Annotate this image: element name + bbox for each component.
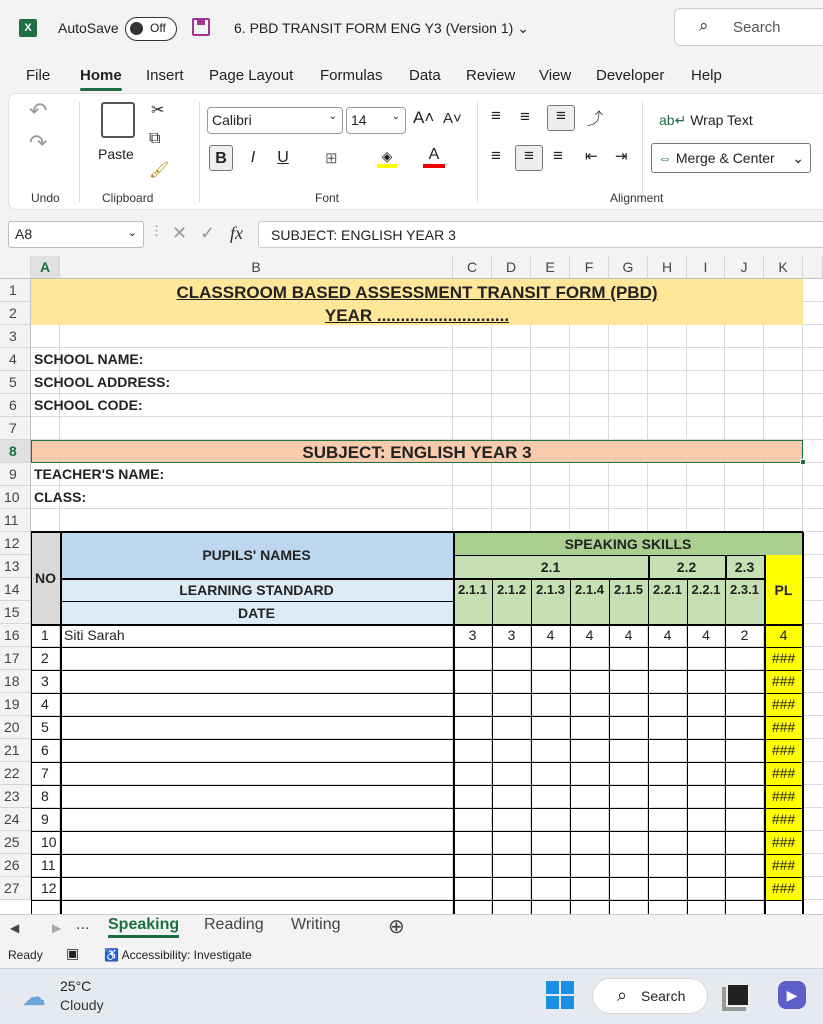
font-size-select[interactable]: 14 ⌄ <box>346 107 406 134</box>
row-header[interactable]: 24 <box>0 808 31 831</box>
row-header[interactable]: 14 <box>0 578 31 601</box>
ribbon <box>8 93 823 210</box>
tab-developer[interactable]: Developer <box>596 67 665 84</box>
pupil-name[interactable] <box>60 716 453 739</box>
font-name-select[interactable]: Calibri ⌄ <box>207 107 343 134</box>
italic-button[interactable]: I <box>250 149 256 166</box>
borders-icon[interactable]: ⊞ <box>325 150 338 167</box>
pupil-name[interactable] <box>60 693 453 716</box>
search-icon: ⌕ <box>699 16 709 35</box>
weather-temp: 25°C <box>60 978 92 994</box>
row-header[interactable]: 8 <box>0 440 31 463</box>
autosave-label: AutoSave <box>58 20 119 36</box>
sheet-tabs <box>0 914 823 942</box>
font-group-label: Font <box>315 191 340 205</box>
row-header[interactable]: 3 <box>0 325 31 348</box>
date-cell[interactable] <box>570 601 609 624</box>
decrease-font-icon[interactable]: A˅ <box>443 110 462 127</box>
more-sheets-button[interactable]: ... <box>76 916 90 933</box>
undo-icon[interactable]: ↶ <box>29 98 48 123</box>
column-header[interactable]: I <box>687 256 725 279</box>
pl-cell[interactable]: ### <box>764 808 803 831</box>
search-input[interactable] <box>674 8 823 46</box>
pl-cell[interactable]: ### <box>764 693 803 716</box>
merge-icon: ⇔ <box>658 150 672 166</box>
search-icon: ⌕ <box>617 985 628 1005</box>
learning-standard-code[interactable]: 2.1.1 <box>453 578 492 601</box>
learning-standard-code[interactable]: 2.1.2 <box>492 578 531 601</box>
score-cell[interactable]: 2 <box>740 627 749 643</box>
row-number[interactable]: 3 <box>41 673 49 689</box>
column-header[interactable]: F <box>570 256 609 279</box>
pupil-name[interactable] <box>60 739 453 762</box>
column-header[interactable]: K <box>764 256 803 279</box>
row-number[interactable]: 6 <box>41 742 49 758</box>
row-header[interactable]: 10 <box>0 486 31 509</box>
learning-standard-code[interactable]: 2.1.4 <box>570 578 609 601</box>
tab-scroll-left-icon[interactable]: ◀ <box>10 921 20 935</box>
macro-icon[interactable]: ▣ <box>66 945 80 961</box>
pl-cell[interactable]: ### <box>764 854 803 877</box>
paste-icon[interactable] <box>101 102 135 138</box>
pupil-name[interactable] <box>60 785 453 808</box>
row-header[interactable]: 26 <box>0 854 31 877</box>
taskbar <box>0 968 823 1024</box>
more-icon: ⋮ <box>150 223 163 238</box>
row-number[interactable]: 4 <box>41 696 49 712</box>
group-header-2-2[interactable]: 2.2 <box>648 555 725 578</box>
pl-cell[interactable]: ### <box>764 739 803 762</box>
row-header[interactable]: 23 <box>0 785 31 808</box>
alignment-group-label: Alignment <box>610 191 664 205</box>
tab-page-layout[interactable]: Page Layout <box>209 67 294 84</box>
chevron-down-icon: ⌄ <box>517 20 529 36</box>
form-title[interactable]: CLASSROOM BASED ASSESSMENT TRANSIT FORM (PBD) <box>176 283 658 302</box>
tab-insert[interactable]: Insert <box>146 67 184 84</box>
learning-standard-code[interactable]: 2.2.1 <box>687 578 725 601</box>
date-cell[interactable] <box>492 601 531 624</box>
subject-title[interactable]: SUBJECT: ENGLISH YEAR 3 <box>31 440 803 463</box>
selection-handle[interactable] <box>800 459 806 465</box>
font-color-icon[interactable]: A <box>423 146 445 168</box>
pl-cell[interactable]: ### <box>764 831 803 854</box>
column-header-filler <box>803 256 823 279</box>
row-header[interactable]: 20 <box>0 716 31 739</box>
column-header[interactable]: H <box>648 256 687 279</box>
chat-app-icon[interactable]: ▶ <box>778 981 806 1009</box>
row-number[interactable]: 7 <box>41 765 49 781</box>
row-header[interactable]: 5 <box>0 371 31 394</box>
row-header[interactable]: 25 <box>0 831 31 854</box>
date-header[interactable]: DATE <box>60 601 453 624</box>
score-cell[interactable]: 4 <box>624 627 633 643</box>
align-left-icon[interactable]: ≡ <box>491 146 501 165</box>
align-center-icon[interactable]: ≡ <box>515 145 543 171</box>
row-header[interactable]: 17 <box>0 647 31 670</box>
class-label[interactable]: CLASS: <box>34 489 87 505</box>
ribbon-tabs <box>0 58 823 92</box>
score-cell[interactable]: 4 <box>702 627 710 643</box>
bold-button[interactable]: B <box>209 145 233 171</box>
wrap-text-button[interactable]: ab↵ Wrap Text <box>659 112 753 128</box>
pl-cell[interactable]: ### <box>764 785 803 808</box>
column-header[interactable]: G <box>609 256 648 279</box>
row-number[interactable]: 10 <box>41 834 57 850</box>
school-name-label[interactable]: SCHOOL NAME: <box>34 351 144 367</box>
worksheet[interactable] <box>0 256 823 914</box>
row-header[interactable]: 22 <box>0 762 31 785</box>
pupil-name[interactable] <box>60 854 453 877</box>
row-header[interactable]: 2 <box>0 302 31 325</box>
pupils-names-header[interactable]: PUPILS' NAMES <box>60 532 453 578</box>
increase-indent-icon[interactable]: ⇥ <box>615 148 628 165</box>
enter-icon[interactable]: ✓ <box>200 223 216 243</box>
school-address-label[interactable]: SCHOOL ADDRESS: <box>34 374 171 390</box>
formula-input[interactable]: SUBJECT: ENGLISH YEAR 3 <box>258 221 823 248</box>
row-number[interactable]: 5 <box>41 719 49 735</box>
cancel-icon[interactable]: ✕ <box>172 223 188 243</box>
tab-file[interactable]: File <box>26 67 51 84</box>
pupil-name[interactable] <box>60 808 453 831</box>
cut-icon[interactable]: ✂ <box>151 102 165 119</box>
score-cell[interactable]: 4 <box>546 627 555 643</box>
autosave-state: Off <box>150 21 166 35</box>
date-cell[interactable] <box>648 601 687 624</box>
score-cell[interactable]: 4 <box>663 627 672 643</box>
title-bar <box>0 0 823 58</box>
row-header[interactable]: 18 <box>0 670 31 693</box>
pl-header[interactable]: PL <box>764 555 803 624</box>
sheet-tab-writing[interactable]: Writing <box>291 916 341 933</box>
pl-cell[interactable]: ### <box>764 877 803 900</box>
pupil-name[interactable] <box>60 877 453 900</box>
tab-formulas[interactable]: Formulas <box>320 67 383 84</box>
pl-cell[interactable]: ### <box>764 647 803 670</box>
row-number[interactable]: 2 <box>41 650 49 666</box>
pupil-name[interactable] <box>60 647 453 670</box>
row-number[interactable]: 9 <box>41 811 49 827</box>
date-cell[interactable] <box>453 601 492 624</box>
pupil-name[interactable]: Siti Sarah <box>64 627 125 643</box>
school-code-label[interactable]: SCHOOL CODE: <box>34 397 143 413</box>
learning-standard-code[interactable]: 2.1.5 <box>609 578 648 601</box>
date-cell[interactable] <box>531 601 570 624</box>
row-header[interactable]: 1 <box>0 279 31 302</box>
teacher-name-label[interactable]: TEACHER'S NAME: <box>34 466 165 482</box>
row-number[interactable]: 12 <box>41 880 57 896</box>
column-header[interactable]: C <box>453 256 492 279</box>
windows-start-icon[interactable] <box>546 981 574 1009</box>
name-box[interactable]: A8 ⌄ <box>8 221 144 248</box>
learning-standard-code[interactable]: 2.1.3 <box>531 578 570 601</box>
align-top-icon[interactable]: ≡ <box>491 106 501 125</box>
paste-label[interactable]: Paste <box>98 146 134 162</box>
score-cell[interactable]: 3 <box>507 627 516 643</box>
row-header[interactable]: 13 <box>0 555 31 578</box>
format-painter-icon[interactable]: 🖌 <box>149 162 170 179</box>
autosave-toggle[interactable] <box>125 17 177 41</box>
row-number[interactable]: 11 <box>41 857 56 873</box>
add-sheet-icon[interactable]: ⊕ <box>388 916 405 938</box>
row-number[interactable]: 1 <box>41 627 49 643</box>
sheet-tab-speaking[interactable]: Speaking <box>108 916 180 933</box>
date-cell[interactable] <box>687 601 725 624</box>
status-ready: Ready <box>8 948 43 962</box>
column-header[interactable]: A <box>31 256 60 279</box>
accessibility-button[interactable]: ♿ Accessibility: Investigate <box>104 948 252 962</box>
select-all-corner[interactable] <box>0 256 31 279</box>
row-header[interactable]: 9 <box>0 463 31 486</box>
pupil-name[interactable] <box>60 762 453 785</box>
formula-bar <box>0 215 823 255</box>
taskbar-search[interactable]: ⌕ Search <box>592 978 708 1014</box>
date-cell[interactable] <box>609 601 648 624</box>
document-title[interactable]: 6. PBD TRANSIT FORM ENG Y3 (Version 1) ⌄ <box>234 20 529 36</box>
row-header[interactable]: 12 <box>0 532 31 555</box>
learning-standard-code[interactable]: 2.2.1 <box>648 578 687 601</box>
accessibility-icon: ♿ <box>104 948 119 962</box>
column-header[interactable]: B <box>60 256 453 279</box>
row-header[interactable]: 7 <box>0 417 31 440</box>
orientation-icon[interactable]: ⤴ <box>587 111 604 128</box>
search-placeholder: Search <box>733 19 781 36</box>
pl-cell[interactable]: 4 <box>764 624 803 647</box>
status-bar <box>0 942 823 968</box>
column-header[interactable]: D <box>492 256 531 279</box>
fill-color-icon[interactable]: ◈ <box>377 148 397 168</box>
pl-cell[interactable]: ### <box>764 762 803 785</box>
excel-logo-icon: X <box>19 19 37 37</box>
weather-desc: Cloudy <box>60 997 104 1013</box>
learning-standard-code[interactable]: 2.3.1 <box>725 578 764 601</box>
copy-icon[interactable]: ⧉ <box>149 130 161 147</box>
tab-data[interactable]: Data <box>409 67 441 84</box>
group-header-2-3[interactable]: 2.3 <box>725 555 764 578</box>
merge-center-button[interactable]: ⇔ Merge & Center ⌄ <box>651 143 811 173</box>
align-right-icon[interactable]: ≡ <box>553 146 563 165</box>
cloud-icon: ☁ <box>22 984 46 1011</box>
score-cell[interactable]: 3 <box>468 627 477 643</box>
row-header[interactable]: 6 <box>0 394 31 417</box>
tab-scroll-right-icon[interactable]: ▶ <box>52 921 62 935</box>
pupil-name[interactable] <box>60 670 453 693</box>
redo-icon[interactable]: ↷ <box>29 130 48 155</box>
score-cell[interactable]: 4 <box>585 627 594 643</box>
column-header[interactable]: J <box>725 256 764 279</box>
no-header[interactable]: NO <box>31 532 60 624</box>
task-view-icon[interactable] <box>726 983 750 1007</box>
row-number[interactable]: 8 <box>41 788 49 804</box>
pupil-name[interactable] <box>60 831 453 854</box>
learning-standard-header[interactable]: LEARNING STANDARD <box>60 578 453 601</box>
row-header[interactable]: 27 <box>0 877 31 900</box>
increase-font-icon[interactable]: A˄ <box>413 108 435 127</box>
pl-cell[interactable]: ### <box>764 670 803 693</box>
sheet-tab-reading[interactable]: Reading <box>204 916 264 933</box>
speaking-skills-header[interactable]: SPEAKING SKILLS <box>453 532 803 555</box>
tab-review[interactable]: Review <box>466 67 516 84</box>
row-header[interactable]: 11 <box>0 509 31 532</box>
date-cell[interactable] <box>725 601 764 624</box>
tab-help[interactable]: Help <box>691 67 722 84</box>
tab-home[interactable]: Home <box>80 67 122 84</box>
column-header[interactable]: E <box>531 256 570 279</box>
insert-function-icon[interactable]: fx <box>230 223 243 243</box>
align-bottom-icon[interactable]: ≡ <box>547 105 575 131</box>
row-header[interactable]: 15 <box>0 601 31 624</box>
tab-view[interactable]: View <box>539 67 572 84</box>
form-year[interactable]: YEAR ............................ <box>324 306 510 325</box>
underline-button[interactable]: U <box>277 149 289 166</box>
clipboard-group-label: Clipboard <box>102 191 154 205</box>
decrease-indent-icon[interactable]: ⇤ <box>585 148 598 165</box>
row-header[interactable]: 21 <box>0 739 31 762</box>
row-header[interactable]: 16 <box>0 624 31 647</box>
pl-cell[interactable]: ### <box>764 716 803 739</box>
save-icon[interactable] <box>192 18 210 36</box>
align-middle-icon[interactable]: ≡ <box>520 107 530 126</box>
group-header-2-1[interactable]: 2.1 <box>453 555 648 578</box>
row-header[interactable]: 4 <box>0 348 31 371</box>
undo-group-label: Undo <box>31 191 60 205</box>
row-header[interactable]: 19 <box>0 693 31 716</box>
wrap-text-icon: ab↵ <box>659 112 687 128</box>
